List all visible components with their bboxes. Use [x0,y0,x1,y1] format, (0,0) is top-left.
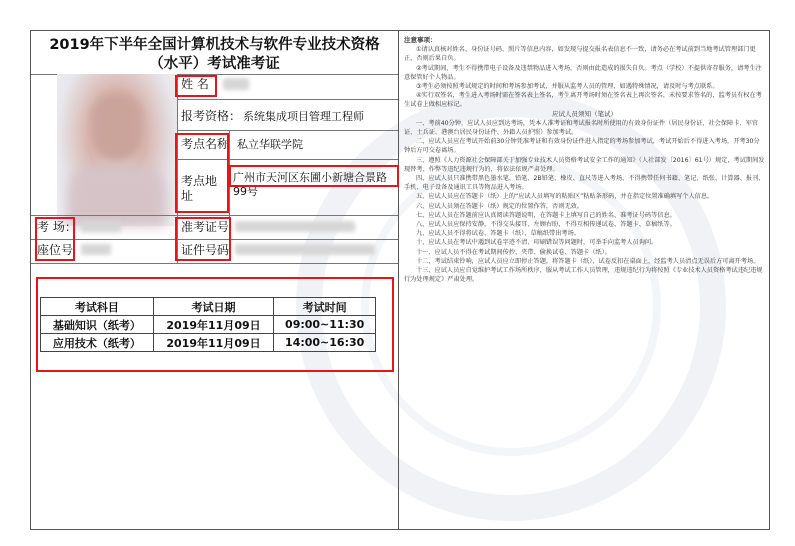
notice-item: 十三、应试人员应自觉维护考试工作场所秩序，服从考试工作人员管理，违规违纪行为将按照《专业技术人员资格考试违纪违规行为处理规定》严肃处理。 [404,267,763,284]
seat-number-value-redacted [81,244,111,255]
notice-item: 七、应试人员在答题前应认真阅读答题说明，在答题卡上填写自己的姓名、准考证号码等信息。 [416,211,676,219]
header-time: 考试时间 [274,298,376,316]
highlight-name [175,75,217,97]
notice-text [404,36,765,284]
notice-item: ①请认真核对姓名、身份证号码、照片等信息内容，如发现与提交报名表信息不一致，请务必在考试前到当地考试管理部门更正，否则后果自负。 [404,46,756,63]
date-cell: 2019年11月09日 [153,334,274,352]
notice-item: ③考生必须按照考试规定的时间和考场参加考试，并服从监考人员的管理，如遇特殊情况，请及时与考点联系。 [416,83,719,91]
highlight-schedule [36,277,394,372]
venue-name-value: 私立华联学院 [237,138,303,151]
notice-section-title: 应试人员须知（笔试） [552,109,617,118]
notice-item: 八、应试人员应保持安静，不得交头接耳、左顾右盼，不得互相传递试卷、答题卡、草稿纸等。 [416,221,676,229]
divider [31,263,398,264]
candidate-photo [57,74,177,226]
venue-address-value: 广州市天河区东圃小新塘合景路99号 [233,171,387,198]
highlight-venue [175,133,229,213]
date-cell: 2019年11月09日 [153,316,274,334]
divider [31,215,398,216]
venue-address-label: 考点地址 [181,174,218,203]
notice-item: 四、应试人员只准携带黑色墨水笔、铅笔、2B铅笔、橡皮、直尺等进入考场，不得携带任何书籍、笔记、纸张、计算器、报刊、手机、电子设备及通讯工具等物品进入考场。 [404,175,765,192]
name-label: 姓 名 [181,77,209,91]
seat-number-label: 座位号 [37,243,74,257]
venue-name-label: 考点名称 [181,137,230,151]
exam-room-label: 考 场： [37,220,77,234]
id-number-value-redacted [235,244,375,255]
notice-item: 十二、考试结束铃响，应试人员应立即停止答题，将答题卡（纸）、试卷反扣在桌面上，经监考人员清点无误后方可离开考场。 [416,257,760,265]
notice-item: 二、应试人员应在考试开始前30分钟凭准考证和有效身份证件进入指定的考场参加考试，考试开始后不得进入考场，开考30分钟后方可交卷离场。 [404,138,760,155]
divider [177,99,398,100]
highlight-ticket-id [175,217,231,261]
id-number-label: 证件号码 [181,243,230,257]
notice-item: 十、应试人员在考试中遇到试卷字迹不清、印刷错误等问题时，可举手向监考人员询问。 [416,239,658,247]
notice-item: 五、应试人员应在答题卡（纸）上的“应试人员填写的粘贴区”粘贴条形码，并在指定位置准确填写个人信息。 [416,193,714,201]
notice-item: 三、遵照《人力资源社会保障部关于加强专业技术人员资格考试安全工作的通知》（人社部发〔2016〕61号）规定，考试期间发现替考、作弊等违纪违规行为的，将依法依规严肃处理。 [404,156,765,173]
ticket-title [31,36,398,74]
exam-room-value-redacted [81,221,121,232]
notice-item: 九、应试人员不得将试卷、答题卡（纸）、草稿纸带出考场。 [416,230,580,238]
notice-item: ④实行双签名，考生进入考场时需在签名表上签名，考生离开考场时须在签名表上再次签名，未按要求签名的，监考员有权在考生试卷上做相应标记。 [404,92,762,109]
divider [177,130,398,131]
ticket-number-value-redacted [235,221,355,232]
ticket-title-line2: （水平）考试准考证 [149,56,280,72]
notice-item: 十一、应试人员不得在考试期间传抄、夹带、偷换试卷、答题卡（纸）。 [416,248,611,256]
notice-heading: 注意事项： [404,36,437,44]
header-subject: 考试科目 [41,298,154,316]
highlight-room-seat [35,217,75,261]
exam-qualification-value: 系统集成项目管理工程师 [243,110,364,123]
notice-item: 六、应试人员须在答题卡（纸）规定的位置作答，否则无效。 [416,202,584,210]
subject-cell: 应用技术（纸考） [41,334,154,352]
exam-qualification-label: 报考资格： [181,109,242,123]
notice-item: ②考试期间，考生不得携带电子设备及违禁物品进入考场，否则由此造成的损失自负。考点（学校）不提供寄存服务，请考生注意保管好个人物品。 [404,64,762,81]
highlight-address [229,165,399,187]
time-cell: 09:00~11:30 [274,316,376,334]
name-value-redacted [223,78,249,90]
subject-cell: 基础知识（纸考） [41,316,154,334]
ticket-number-label: 准考证号 [181,220,230,234]
header-date: 考试日期 [153,298,274,316]
ticket-title-line1: 2019年下半年全国计算机技术与软件专业技术资格 [49,37,380,53]
ticket-left-panel [31,31,399,529]
notice-item: 一、考前40分钟，应试人员应到达考场，凭本人准考证和考试报名时所使用的有效身份证件（居民身份证、社会保障卡、军官证、士兵证、港澳台居民身份证件、外籍人员护照）参加考试。 [404,119,758,137]
notice-panel [399,31,769,529]
admission-ticket [30,30,770,530]
time-cell: 14:00~16:30 [274,334,376,352]
